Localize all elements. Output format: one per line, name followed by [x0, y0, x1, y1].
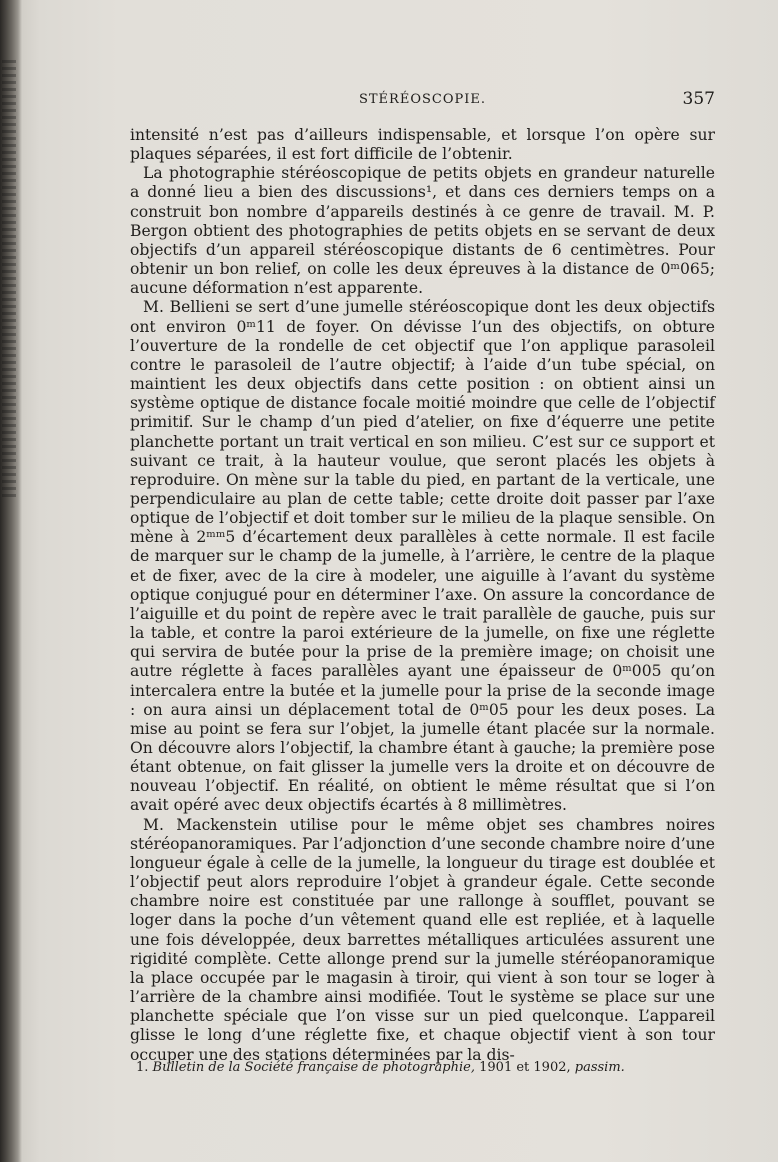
running-title: STÉRÉOSCOPIE. [358, 92, 487, 107]
page-header [130, 89, 715, 114]
paragraph-2: La photographie stéréoscopique de petits objets en grandeur naturelle a donné lieu a bien des discussions¹, et dans ces derniers temps on a construit bon nombre d’appareils destinés à ce genre de travail. M. P. Bergon obtient des photographies de petits objets en se servant de deux objectifs d’un appareil stéréoscopique distants de 6 centimètres. Pour obtenir un bon relief, on colle les deux épreuves à la distance de 0ᵐ065; aucune déformation n’est apparente. [130, 164, 715, 298]
footnote-passim: passim. [574, 1060, 625, 1075]
page-number: 357 [682, 89, 715, 109]
paragraph-4: M. Mackenstein utilise pour le même objet ses chambres noires stéréopanoramiques. Par l’adjonction d’une seconde chambre noire d’une longueur égale à celle de la jumelle, la longueur du tirage est doublée et l’objectif peut alors reproduire l’objet à grandeur égale. Cette seconde chambre noire est constituée par une rallonge à soufflet, pouvant se loger dans la poche d’un vêtement quand elle est repliée, et à laquelle une fois développée, deux barrettes métalliques articulées assurent une rigidité complète. Cette allonge prend sur la jumelle stéréopanoramique la place occupée par le magasin à tiroir, qui vient à son tour se loger à l’arrière de la chambre ainsi modifiée. Tout le système se place sur une planchette spéciale que l’on visse sur un pied quelconque. L’appareil glisse le long d’une réglette fixe, et chaque objectif vient à son tour occuper une des stations déterminées par la dis- [130, 815, 715, 1064]
footnote-years: 1901 et 1902, [475, 1060, 575, 1075]
page-body [130, 126, 715, 1065]
footnote-number: 1. [136, 1060, 149, 1075]
facing-page-edge [2, 60, 16, 500]
paragraph-3: M. Bellieni se sert d’une jumelle stéréoscopique dont les deux objectifs ont environ 0ᵐ11 de foyer. On dévisse l’un des objectifs, on obture l’ouverture de la rondelle de cet objectif que l’on applique parasoleil contre le parasoleil de l’autre objectif; à l’aide d’un tube spécial, on maintient les deux objectifs dans cette position : on obtient ainsi un système optique de distance focale moitié moindre que celle de l’objectif primitif. Sur le champ d’un pied d’atelier, on fixe d’équerre une petite planchette portant un trait vertical en son milieu. C’est sur ce support et suivant ce trait, à la hauteur voulue, que seront placés les objets à reproduire. On mène sur la table du pied, en partant de la verticale, une perpendiculaire au plan de cette table; cette droite doit passer par l’axe optique de l’objectif et doit tomber sur le milieu de la plaque sensible. On mène à 2ᵐᵐ5 d’écartement deux parallèles à cette normale. Il est facile de marquer sur le champ de la jumelle, à l’arrière, le centre de la plaque et de fixer, avec de la cire à modeler, une aiguille à l’avant du système optique conjugué pour en déterminer l’axe. On assure la concordance de l’aiguille et du point de repère avec le trait parallèle de gauche, puis sur la table, et contre la paroi extérieure de la jumelle, on fixe une réglette qui servira de butée pour la prise de la première image; on choisit une autre réglette à faces parallèles ayant une épaisseur de 0ᵐ005 qu’on intercalera entre la butée et la jumelle pour la prise de la seconde image : on aura ainsi un déplacement total de 0ᵐ05 pour les deux poses. La mise au point se fera sur l’objet, la jumelle étant placée sur la normale. On découvre alors l’objectif, la chambre étant à gauche; la première pose étant obtenue, on fait glisser la jumelle vers la droite et on découvre de nouveau l’objectif. En réalité, on obtient le même résultat que si l’on avait opéré avec deux objectifs écartés à 8 millimètres. [130, 298, 715, 815]
footnote-title: Bulletin de la Société française de photographie, [152, 1060, 475, 1075]
footnote [130, 1060, 715, 1075]
paragraph-1: intensité n’est pas d’ailleurs indispensable, et lorsque l’on opère sur plaques séparées, il est fort difficile de l’obtenir. [130, 126, 715, 164]
